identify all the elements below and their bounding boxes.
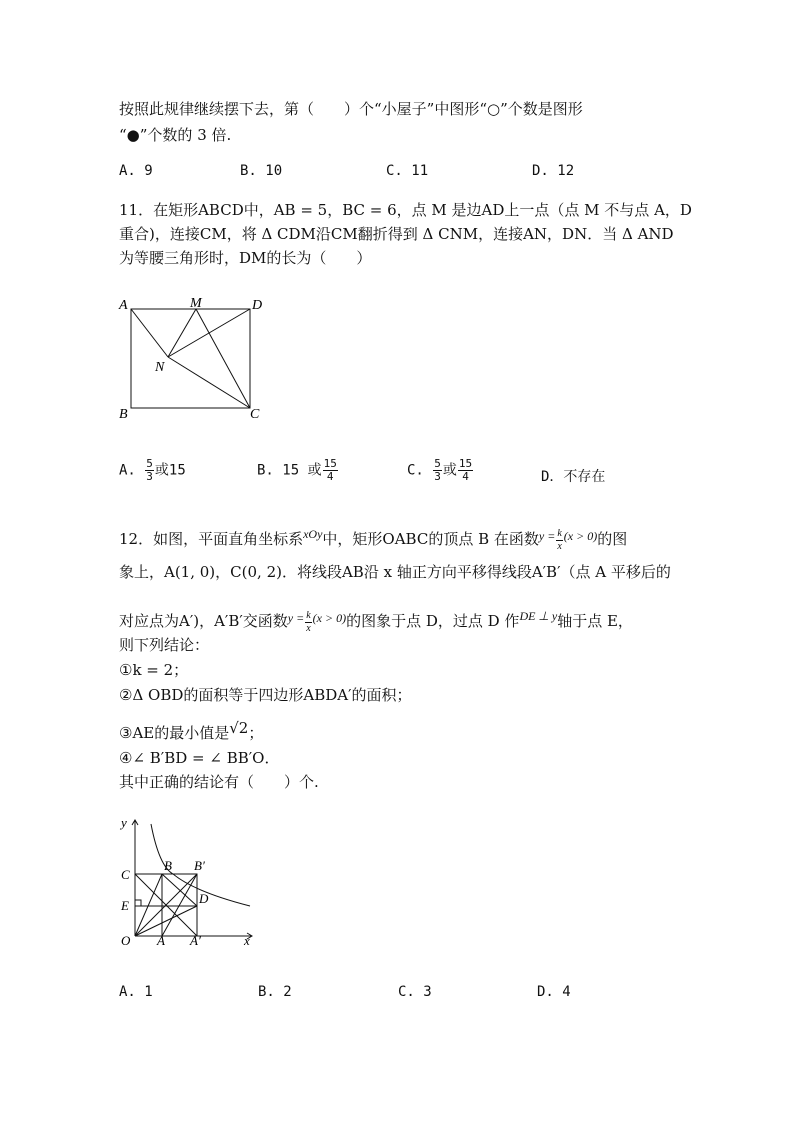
q12-stem-func2-cond: (x > 0) (312, 611, 347, 625)
q12-stem-line1-a: 12．如图，平面直角坐标系 (119, 530, 304, 548)
q12-label-e: E (121, 898, 129, 913)
q12-conclusion-3 (119, 718, 263, 743)
q11-stem-line2: 重合)，连接CM，将 Δ CDM沿CM翻折得到 Δ CNM，连接AN，DN．当 Δ AND (119, 225, 674, 243)
q11-rectangle-figure (112, 290, 282, 425)
q12-stem-line3 (119, 606, 633, 635)
q11-option-a-prefix: A. (119, 462, 136, 479)
q11-label-m: M (190, 296, 202, 311)
q11-stem-line3: 为等腰三角形时，DM的长为（ ） (119, 249, 372, 267)
q12-option-c[interactable]: C. 3 (398, 984, 432, 1000)
q12-stem-line3-e: 轴于点 E， (557, 612, 633, 630)
q11-option-b-prefix: B. 15 或 (257, 462, 322, 479)
q11-stem-line1: 11．在矩形ABCD中，AB = 5，BC = 6，点 M 是边AD上一点（点 M 不与点 A，D (119, 201, 692, 219)
q11-option-b-numerator: 15 (323, 457, 337, 470)
q10-option-d[interactable]: D. 12 (532, 163, 575, 179)
q11-option-d[interactable]: D．不存在 (541, 469, 606, 485)
q11-option-c-numerator-2: 15 (458, 457, 473, 470)
q11-option-c-mid: 或 (442, 462, 457, 479)
q12-label-b: B (164, 858, 172, 873)
q12-stem-func-fraction (556, 528, 562, 553)
q12-option-d[interactable]: D. 4 (537, 984, 571, 1000)
q12-stem-line1-e: 的图 (597, 530, 628, 548)
q12-label-b-prime: B′ (194, 858, 205, 873)
q11-option-c[interactable] (407, 458, 474, 483)
q10-option-a[interactable]: A. 9 (119, 163, 153, 179)
q12-stem-line3-a: 对应点为A′)，A′B′交函数 (119, 612, 288, 630)
q12-stem-line1 (119, 524, 627, 553)
q12-label-x: x (244, 933, 250, 948)
q12-stem-func-cond: (x > 0) (563, 529, 598, 543)
q11-option-b-fraction (323, 458, 338, 483)
q10-line2: “●”个数的 3 倍. (119, 126, 232, 144)
q12-label-c: C (121, 867, 130, 882)
q11-option-c-fraction-1 (433, 458, 442, 483)
q12-label-a-prime: A′ (190, 933, 201, 948)
q12-stem-func2-y: y = (287, 611, 305, 625)
q12-option-b[interactable]: B. 2 (258, 984, 292, 1000)
q11-option-c-prefix: C. (407, 462, 424, 479)
q12-conclusion-4: ④∠ B′BD = ∠ BB′O． (119, 749, 280, 767)
q11-option-c-denominator-2: 4 (462, 470, 469, 483)
q11-option-c-fraction-2 (458, 458, 473, 483)
q11-option-a[interactable] (119, 458, 186, 483)
q12-stem-func2-x: x (306, 622, 311, 634)
q12-label-d: D (199, 891, 209, 906)
q12-ask: 其中正确的结论有（ ）个. (119, 773, 319, 791)
q11-label-b: B (119, 407, 128, 422)
q10-option-b[interactable]: B. 10 (240, 163, 283, 179)
q12-conclusion-3-a: ③AE的最小值是 (119, 724, 230, 742)
q12-stem-func2-fraction (305, 610, 311, 635)
q12-conclusion-2: ②Δ OBD的面积等于四边形ABDA′的面积； (119, 686, 412, 704)
q12-stem-de-perp: DE ⊥ y (519, 609, 558, 623)
q11-option-b[interactable] (257, 458, 339, 483)
q12-conclusion-1: ①k = 2； (119, 661, 189, 679)
q12-stem-line4: 则下列结论： (119, 636, 210, 654)
q12-conclusion-3-sqrt: √2 (229, 719, 249, 737)
q12-coordinate-figure (112, 812, 262, 952)
q11-option-b-denominator: 4 (326, 470, 334, 483)
q11-label-n: N (155, 360, 165, 375)
q11-label-d: D (252, 298, 263, 313)
q11-label-c: C (250, 407, 260, 422)
q12-stem-line1-c: 中，矩形OABC的顶点 B 在函数 (322, 530, 539, 548)
q12-stem-func-x: x (557, 540, 562, 552)
q11-option-a-rest: 或15 (154, 462, 186, 479)
q11-option-c-denominator-1: 3 (434, 470, 441, 483)
q10-line1: 按照此规律继续摆下去，第（ ）个“小屋子”中图形“○”个数是图形 (119, 100, 583, 118)
q12-label-y: y (121, 815, 127, 830)
q11-option-a-denominator: 3 (146, 470, 153, 483)
q12-label-a: A (157, 933, 165, 948)
q12-stem-func-y: y = (538, 529, 556, 543)
q12-stem-xoy: xOy (303, 527, 323, 541)
q12-conclusion-3-c: ； (248, 724, 264, 742)
q12-stem-line3-c: 的图象于点 D，过点 D 作 (346, 612, 520, 630)
q12-stem-line2: 象上，A(1, 0)，C(0, 2)．将线段AB沿 x 轴正方向平移得线段A′B′（点 A 平移后的 (119, 563, 671, 581)
q11-option-a-fraction (145, 458, 154, 483)
q12-option-a[interactable]: A. 1 (119, 984, 153, 1000)
q11-option-c-numerator-1: 5 (434, 457, 441, 470)
q10-option-c[interactable]: C. 11 (386, 163, 429, 179)
q12-stem-func-k: k (557, 527, 562, 539)
q12-stem-func2-k: k (306, 609, 311, 621)
q11-option-a-numerator: 5 (146, 457, 153, 470)
q11-label-a: A (119, 298, 128, 313)
q12-label-o: O (121, 933, 131, 948)
